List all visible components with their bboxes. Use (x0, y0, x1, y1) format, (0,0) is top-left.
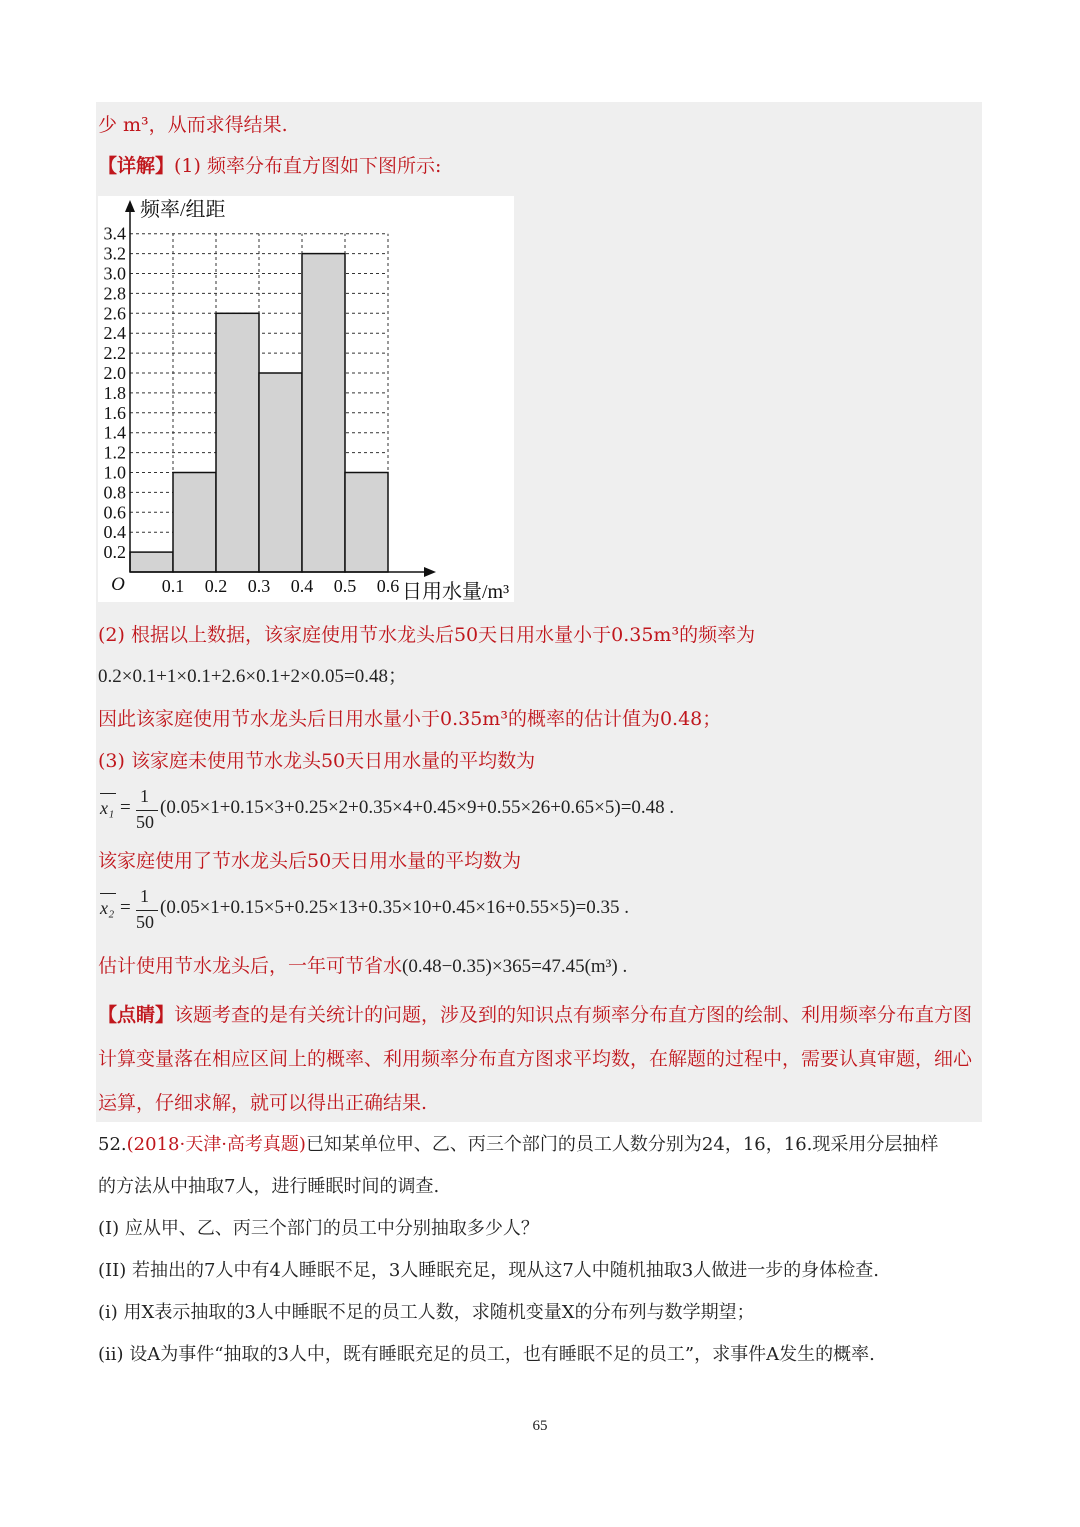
comment-tag: 【点睛】 (98, 1004, 175, 1026)
y-tick-label: 2.6 (103, 303, 126, 324)
comment-line3: 运算，仔细求解，就可以得出正确结果. (98, 1092, 428, 1114)
y-tick-label: 1.4 (103, 422, 126, 443)
histogram (98, 196, 514, 602)
comment-line2: 计算变量落在相应区间上的概率、利用频率分布直方图求平均数，在解题的过程中，需要认真审题，细心 (98, 1048, 973, 1070)
y-tick-label: 2.0 (103, 363, 126, 383)
estimate-line (98, 953, 627, 980)
comment-text1: 该题考查的是有关统计的问题，涉及到的知识点有频率分布直方图的绘制、利用频率分布直方图 (174, 1004, 973, 1026)
histogram-bar (302, 254, 345, 572)
x2-frac-num: 1 (140, 886, 149, 906)
intro-line: 少 m³，从而求得结果. (98, 114, 288, 136)
estimate-text: 估计使用节水龙头后，一年可节省水 (98, 955, 403, 977)
x2-label: x₂ (100, 898, 115, 918)
q52-source: (2018·天津·高考真题) (126, 1134, 306, 1155)
y-tick-label: 2.2 (103, 343, 126, 364)
comment-line1 (98, 1002, 972, 1028)
y-tick-label: 2.4 (103, 323, 126, 344)
x2-expr: (0.05×1+0.15×5+0.25×13+0.35×10+0.45×16+0.55×5)=0.35 . (160, 897, 629, 918)
detail-heading (98, 153, 441, 179)
x1-equals: = (120, 797, 131, 818)
y-axis-label: 频率/组距 (140, 199, 226, 221)
x2-frac-den: 50 (136, 912, 154, 932)
x1-frac-num: 1 (140, 786, 149, 806)
detail-tag: 【详解】 (98, 155, 175, 177)
x-axis-arrow (424, 567, 436, 577)
part3-text: (3) 该家庭未使用节水龙头50天日用水量的平均数为 (98, 750, 536, 772)
y-tick-label: 3.2 (103, 243, 126, 264)
page-number: 65 (532, 1418, 548, 1434)
x1-label: x₁ (100, 798, 115, 818)
y-tick-label: 1.0 (103, 462, 126, 483)
y-tick-label: 0.8 (103, 482, 126, 503)
part3-after: 该家庭使用了节水龙头后50天日用水量的平均数为 (98, 850, 522, 872)
q52-part2: (II) 若抽出的7人中有4人睡眠不足，3人睡眠充足，现从这7人中随机抽取3人做进一步的身体检查. (98, 1260, 879, 1281)
q52-sub-i: (i) 用X表示抽取的3人中睡眠不足的员工人数，求随机变量X的分布列与数学期望； (98, 1302, 755, 1323)
histogram-bar (345, 473, 388, 573)
x1-frac-line (136, 810, 158, 811)
histogram-bar (130, 552, 173, 572)
x-tick-label: 0.3 (247, 576, 271, 596)
y-axis-arrow (125, 200, 135, 212)
q52-line1 (98, 1132, 938, 1158)
estimate-expr: (0.48−0.35)×365=47.45(m³) . (402, 956, 628, 977)
part2-text: (2) 根据以上数据，该家庭使用节水龙头后50天日用水量小于0.35m³的频率为 (98, 624, 756, 646)
q52-text1: 已知某单位甲、乙、丙三个部门的员工人数分别为24，16，16.现采用分层抽样 (305, 1134, 939, 1155)
part2-calc: 0.2×0.1+1×0.1+2.6×0.1+2×0.05=0.48； (98, 666, 407, 687)
x-tick-label: 0.4 (290, 576, 314, 596)
y-tick-label: 0.6 (103, 502, 126, 523)
x-tick-label: 0.1 (161, 576, 185, 596)
x1-bar (100, 793, 116, 794)
x1-frac-den: 50 (136, 812, 154, 832)
y-tick-label: 1.8 (103, 382, 126, 403)
histogram-bar (216, 313, 259, 572)
q52-part1: (I) 应从甲、乙、丙三个部门的员工中分别抽取多少人？ (98, 1218, 539, 1239)
x-tick-label: 0.6 (376, 576, 400, 596)
histogram-svg (98, 196, 514, 602)
x-axis-label: 日用水量/m³ (402, 581, 510, 602)
x2-frac-line (136, 910, 158, 911)
q52-line2: 的方法从中抽取7人，进行睡眠时间的调查. (98, 1176, 440, 1197)
y-tick-label: 1.2 (103, 442, 126, 463)
x2-bar (100, 893, 116, 894)
detail-part1: (1) 频率分布直方图如下图所示: (174, 155, 442, 177)
histogram-bar (259, 373, 302, 572)
x-tick-label: 0.5 (333, 576, 357, 596)
part2-conclusion: 因此该家庭使用节水龙头后日用水量小于0.35m³的概率的估计值为0.48； (98, 708, 722, 730)
y-tick-label: 2.8 (103, 283, 126, 304)
x-tick-label: 0.2 (204, 576, 228, 596)
y-tick-label: 0.4 (103, 522, 126, 543)
origin-label: O (111, 574, 125, 595)
y-tick-label: 1.6 (103, 402, 126, 423)
y-tick-label: 3.0 (103, 263, 126, 284)
y-tick-label: 3.4 (103, 223, 126, 244)
q52-number: 52. (98, 1134, 127, 1155)
x2-equals: = (120, 897, 131, 918)
q52-sub-ii: (ii) 设A为事件“抽取的3人中，既有睡眠充足的员工，也有睡眠不足的员工”，求事件A发生的概率. (98, 1344, 875, 1365)
y-tick-label: 0.2 (103, 542, 126, 563)
x1-expr: (0.05×1+0.15×3+0.25×2+0.35×4+0.45×9+0.55×26+0.65×5)=0.48 . (160, 797, 675, 818)
histogram-bar (173, 473, 216, 573)
